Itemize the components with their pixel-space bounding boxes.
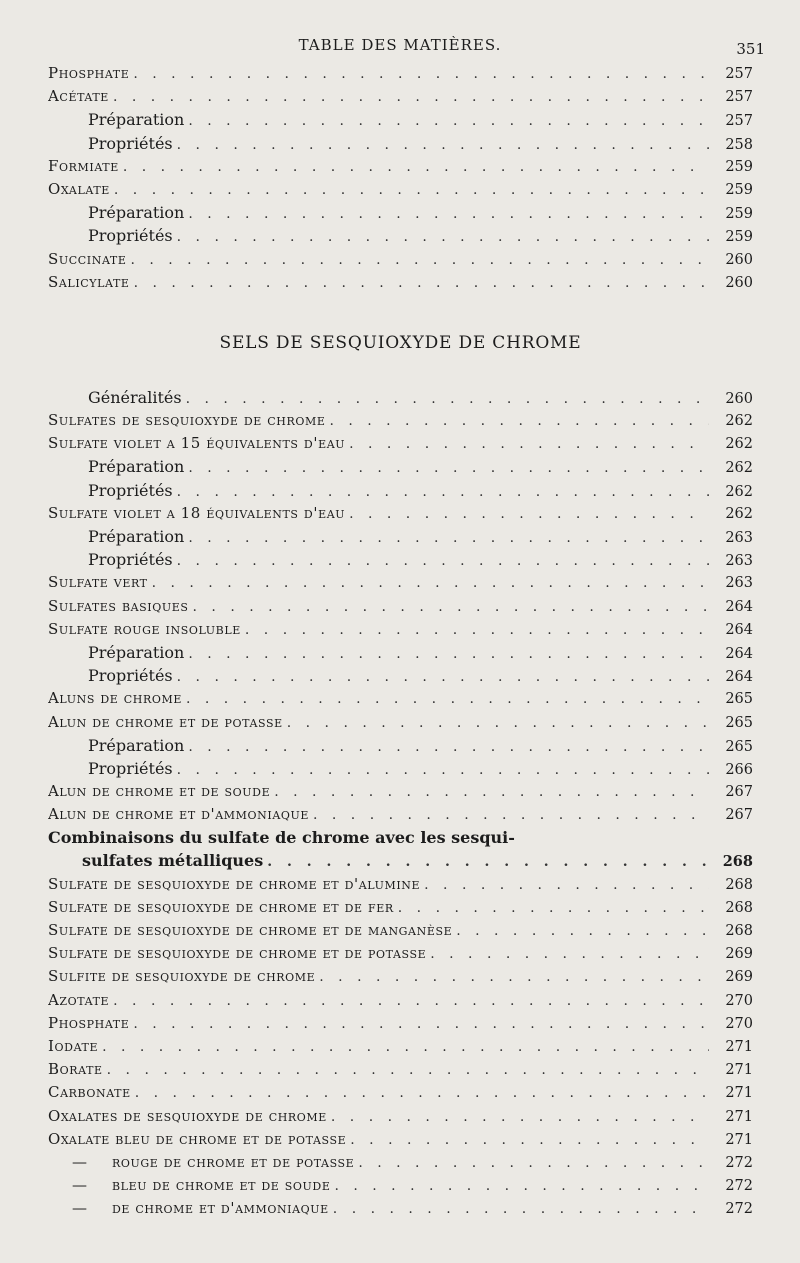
toc-entry-text: de chrome et d'ammoniaque	[112, 1199, 329, 1218]
dot-leader	[186, 688, 709, 710]
ditto-dash: —	[72, 1176, 88, 1195]
dot-leader	[245, 619, 709, 641]
toc-entry-text: Préparation	[88, 527, 185, 546]
toc-entry-text: Préparation	[88, 642, 185, 662]
dot-leader	[123, 156, 709, 178]
dot-leader	[424, 874, 709, 896]
toc-entry-page: 263	[725, 575, 753, 592]
toc-entry-label	[48, 1174, 334, 1197]
toc-entry-page: 262	[725, 413, 753, 430]
dot-leader	[177, 759, 709, 780]
section-heading: SELS DE SESQUIOXYDE DE CHROME	[219, 332, 582, 353]
toc-entry-label	[48, 780, 274, 803]
toc-entry-label	[48, 595, 193, 618]
toc-entry-text: Sulfite de sesquioxyde de chrome	[48, 967, 316, 986]
dot-leader	[134, 272, 709, 294]
toc-entry-label	[48, 664, 177, 687]
toc-entry-label	[48, 455, 188, 478]
toc-entry-page: 269	[725, 969, 753, 986]
dot-leader	[177, 226, 709, 247]
toc-entry	[48, 201, 753, 224]
toc-entry-label	[48, 248, 130, 271]
toc-entry-page: 272	[725, 1201, 753, 1218]
dot-leader	[430, 943, 709, 965]
toc-entry-text: Oxalate	[48, 179, 110, 198]
toc-entry	[48, 525, 753, 548]
toc-entry-text: Préparation	[88, 735, 185, 755]
toc-entry-text: Azotate	[48, 990, 110, 1009]
toc-entry-page: 262	[725, 436, 753, 453]
toc-entry	[48, 455, 753, 478]
toc-entry-text: Sulfate vert	[48, 573, 148, 592]
toc-entry-text: Phosphate	[48, 64, 130, 82]
dot-leader	[188, 736, 709, 757]
toc-entry-page: 267	[725, 784, 753, 801]
toc-entry-page: 260	[725, 274, 753, 291]
toc-entry-label	[48, 803, 313, 826]
toc-entry-label	[48, 224, 177, 247]
toc-entry	[48, 734, 753, 757]
toc-entry-label	[48, 711, 287, 734]
dot-leader	[107, 1059, 709, 1081]
toc-entry-page: 265	[725, 691, 753, 708]
dot-leader	[188, 110, 709, 131]
toc-entry-text: Sulfate rouge insoluble	[48, 619, 241, 638]
dot-leader	[456, 920, 709, 942]
toc-entry	[48, 780, 753, 803]
dot-leader	[349, 433, 709, 455]
ditto-dash: —	[72, 1152, 88, 1171]
dot-leader	[177, 666, 709, 687]
toc-entry-label	[48, 108, 188, 131]
toc-entry-page: 271	[725, 1038, 753, 1055]
toc-entry-page: 259	[725, 158, 753, 175]
toc-entry-page: 257	[725, 113, 753, 130]
toc-entry-label	[48, 1012, 133, 1035]
toc-entry-page: 271	[725, 1131, 753, 1148]
toc-entry	[48, 386, 753, 409]
dot-leader	[177, 550, 709, 571]
toc-entry-label	[48, 942, 430, 965]
dot-leader	[334, 1175, 709, 1197]
toc-group-main-a	[48, 386, 753, 827]
toc-entry-text: Préparation	[88, 203, 185, 223]
dot-leader	[398, 897, 709, 919]
toc-entry-page: 269	[725, 946, 753, 963]
toc-entry	[48, 641, 753, 664]
toc-entry-page: 267	[725, 807, 753, 824]
toc-entry-page: 262	[725, 460, 753, 477]
toc-entry-label	[48, 479, 177, 502]
toc-entry-text: Salicylate	[48, 272, 130, 291]
toc-entry-text: rouge de chrome et de potasse	[112, 1152, 355, 1171]
toc-entry	[48, 1128, 753, 1151]
dot-leader	[313, 804, 709, 826]
toc-entry-text: Aluns de chrome	[48, 689, 182, 708]
toc-entry-label	[48, 687, 186, 710]
table-of-contents	[48, 62, 753, 1220]
toc-entry-text: Sulfates de sesquioxyde de chrome	[48, 411, 326, 430]
page-number: 351	[736, 40, 765, 58]
dot-leader	[133, 63, 709, 85]
toc-entry-text: Sulfate de sesquioxyde de chrome et de fer	[48, 897, 394, 916]
toc-entry	[48, 711, 753, 734]
toc-entry	[48, 942, 753, 965]
toc-entry-text: Propriétés	[88, 133, 173, 153]
toc-entry	[48, 618, 753, 641]
toc-entry-text: Formiate	[48, 156, 119, 175]
dot-leader	[133, 1013, 709, 1035]
dot-leader	[130, 249, 709, 271]
toc-bold-entry	[48, 826, 753, 872]
dot-leader	[188, 457, 709, 478]
toc-entry-page: 272	[725, 1154, 753, 1171]
dot-leader	[113, 86, 709, 108]
toc-entry-label	[48, 965, 319, 988]
dot-leader	[350, 1129, 709, 1151]
toc-entry-text: Alun de chrome et de soude	[48, 782, 271, 801]
toc-entry-page: 263	[725, 530, 753, 546]
dot-leader	[349, 503, 709, 525]
toc-entry-text: Sulfate violet a 18 équivalents d'eau	[48, 503, 346, 522]
toc-entry	[48, 1035, 753, 1058]
toc-entry-page: 264	[725, 598, 753, 615]
toc-entry-text: Propriétés	[88, 666, 173, 686]
toc-entry-label	[48, 1197, 333, 1220]
dot-leader	[186, 388, 709, 409]
toc-entry-label	[48, 85, 113, 108]
dot-leader	[102, 1036, 709, 1058]
toc-entry-text: Propriétés	[88, 758, 173, 778]
toc-entry-page: 271	[725, 1062, 753, 1079]
toc-entry-page: 259	[725, 181, 753, 198]
toc-entry	[48, 248, 753, 271]
toc-entry-text: Préparation	[88, 110, 185, 130]
toc-entry-page: 265	[725, 714, 753, 731]
toc-entry-label	[48, 1058, 107, 1081]
toc-entry	[48, 1081, 753, 1104]
dot-leader	[358, 1152, 709, 1174]
toc-entry	[48, 1197, 753, 1220]
toc-entry-label	[48, 896, 398, 919]
toc-entry-label	[48, 1128, 350, 1151]
toc-entry	[48, 85, 753, 108]
toc-entry-page: 264	[725, 621, 753, 638]
toc-entry-text: Oxalate bleu de chrome et de potasse	[48, 1129, 347, 1148]
toc-entry-label	[48, 62, 133, 85]
toc-entry	[48, 687, 753, 710]
toc-entry	[48, 108, 753, 131]
dot-leader	[193, 596, 709, 618]
toc-entry	[48, 548, 753, 571]
dot-leader	[329, 410, 709, 432]
toc-entry-page: 260	[725, 390, 753, 407]
dot-leader	[177, 134, 709, 155]
toc-entry-text: Succinate	[48, 249, 127, 268]
toc-entry-text: Sulfate de sesquioxyde de chrome et de potasse	[48, 944, 427, 963]
toc-entry	[48, 757, 753, 780]
toc-entry-text: Sulfate de sesquioxyde de chrome et de manganèse	[48, 921, 453, 939]
toc-entry-text: Iodate	[48, 1036, 99, 1055]
toc-entry-text: Sulfate violet a 15 équivalents d'eau	[48, 434, 346, 453]
toc-entry-text: Acétate	[48, 87, 109, 106]
toc-entry-page: 257	[725, 66, 753, 82]
toc-bold-entry-line2: sulfates métalliques	[82, 851, 264, 871]
toc-entry	[48, 896, 753, 919]
toc-entry-page: 268	[725, 923, 753, 939]
toc-entry-page: 270	[725, 1015, 753, 1032]
toc-entry-label	[48, 1105, 331, 1128]
toc-entry-page: 263	[725, 553, 753, 570]
toc-entry-page: 272	[725, 1178, 753, 1195]
toc-bold-entry-line1: Combinaisons du sulfate de chrome avec les sesqui-	[48, 828, 515, 848]
running-head: TABLE DES MATIÈRES.	[298, 36, 502, 54]
toc-entry-label	[48, 502, 349, 525]
toc-entry	[48, 62, 753, 85]
toc-entry-label	[48, 989, 113, 1012]
toc-entry	[48, 989, 753, 1012]
dot-leader	[287, 712, 709, 734]
toc-entry-page: 262	[725, 483, 753, 500]
toc-entry	[48, 571, 753, 594]
toc-entry-page: 259	[725, 206, 753, 223]
toc-entry-page: 262	[725, 505, 753, 522]
dot-leader	[114, 179, 709, 201]
dot-leader	[152, 572, 709, 594]
toc-entry-page: 268	[725, 876, 753, 893]
toc-entry-text: Sulfates basiques	[48, 596, 189, 615]
toc-entry-label	[48, 132, 177, 155]
toc-entry-text: Sulfate de sesquioxyde de chrome et d'alumine	[48, 874, 421, 893]
toc-entry-label	[48, 734, 188, 757]
toc-entry-text: Généralités	[88, 387, 182, 407]
toc-entry-label	[48, 201, 188, 224]
toc-entry-label	[48, 432, 349, 455]
dot-leader	[135, 1082, 709, 1104]
toc-entry-text: Alun de chrome et d'ammoniaque	[48, 805, 309, 824]
toc-entry-label	[48, 178, 114, 201]
toc-entry-page: 257	[725, 89, 753, 106]
toc-entry	[48, 155, 753, 178]
toc-entry	[48, 803, 753, 826]
dot-leader	[188, 527, 709, 548]
toc-group-main-b	[48, 873, 753, 1221]
toc-entry	[48, 479, 753, 502]
toc-entry-text: bleu de chrome et de soude	[112, 1176, 331, 1195]
toc-entry-page: 271	[725, 1085, 753, 1102]
toc-entry-page: 260	[725, 251, 753, 268]
toc-entry-page: 271	[725, 1108, 753, 1125]
toc-entry-page: 270	[725, 992, 753, 1009]
toc-entry-page: 258	[725, 136, 753, 153]
dot-leader	[177, 481, 709, 502]
toc-entry	[48, 595, 753, 618]
toc-entry-label	[48, 525, 188, 548]
toc-entry-page: 264	[725, 645, 753, 662]
dot-leader	[333, 1198, 709, 1220]
toc-entry-text: Carbonate	[48, 1083, 131, 1102]
toc-entry	[48, 965, 753, 988]
toc-entry-text: Oxalates de sesquioxyde de chrome	[48, 1106, 327, 1125]
toc-entry-page: 264	[725, 669, 753, 686]
toc-entry	[48, 271, 753, 294]
toc-entry-label	[48, 571, 152, 594]
dot-leader	[188, 643, 709, 664]
toc-entry-text: Propriétés	[88, 480, 173, 500]
toc-entry-label	[48, 873, 424, 896]
toc-entry-label	[48, 757, 177, 780]
toc-group-top	[48, 62, 753, 294]
toc-entry	[48, 664, 753, 687]
toc-entry	[48, 1105, 753, 1128]
toc-entry-label	[48, 409, 329, 432]
toc-entry	[48, 432, 753, 455]
dot-leader	[267, 851, 709, 872]
toc-entry-label	[48, 386, 186, 409]
toc-entry-label	[48, 919, 456, 942]
toc-entry	[48, 873, 753, 896]
toc-entry-label	[48, 1151, 358, 1174]
toc-entry	[48, 919, 753, 942]
toc-bold-entry-page: 268	[722, 853, 753, 871]
dot-leader	[274, 781, 709, 803]
toc-entry-label	[48, 548, 177, 571]
toc-entry-text: Propriétés	[88, 550, 173, 570]
toc-entry-page: 259	[725, 229, 753, 246]
toc-entry-text: Propriétés	[88, 226, 173, 246]
toc-entry-label	[48, 155, 123, 178]
dot-leader	[113, 990, 709, 1012]
dot-leader	[188, 203, 709, 224]
toc-entry-label	[48, 271, 134, 294]
toc-entry-label	[48, 618, 245, 641]
toc-entry-text: Borate	[48, 1060, 103, 1079]
toc-entry	[48, 1151, 753, 1174]
toc-entry-label	[48, 1081, 135, 1104]
toc-entry	[48, 224, 753, 247]
toc-entry-text: Préparation	[88, 457, 185, 477]
toc-entry	[48, 1174, 753, 1197]
toc-entry	[48, 1058, 753, 1081]
dot-leader	[331, 1106, 709, 1128]
toc-entry	[48, 132, 753, 155]
toc-entry-text: Phosphate	[48, 1013, 130, 1032]
dot-leader	[319, 966, 709, 988]
toc-entry-page: 266	[725, 761, 753, 778]
toc-entry-page: 268	[725, 899, 753, 916]
toc-entry-page: 265	[725, 738, 753, 755]
toc-entry-text: Alun de chrome et de potasse	[48, 712, 283, 731]
toc-entry-label	[48, 641, 188, 664]
toc-entry-label	[48, 1035, 102, 1058]
toc-entry	[48, 1012, 753, 1035]
toc-entry	[48, 409, 753, 432]
ditto-dash: —	[72, 1199, 88, 1218]
toc-entry	[48, 178, 753, 201]
toc-entry	[48, 502, 753, 525]
